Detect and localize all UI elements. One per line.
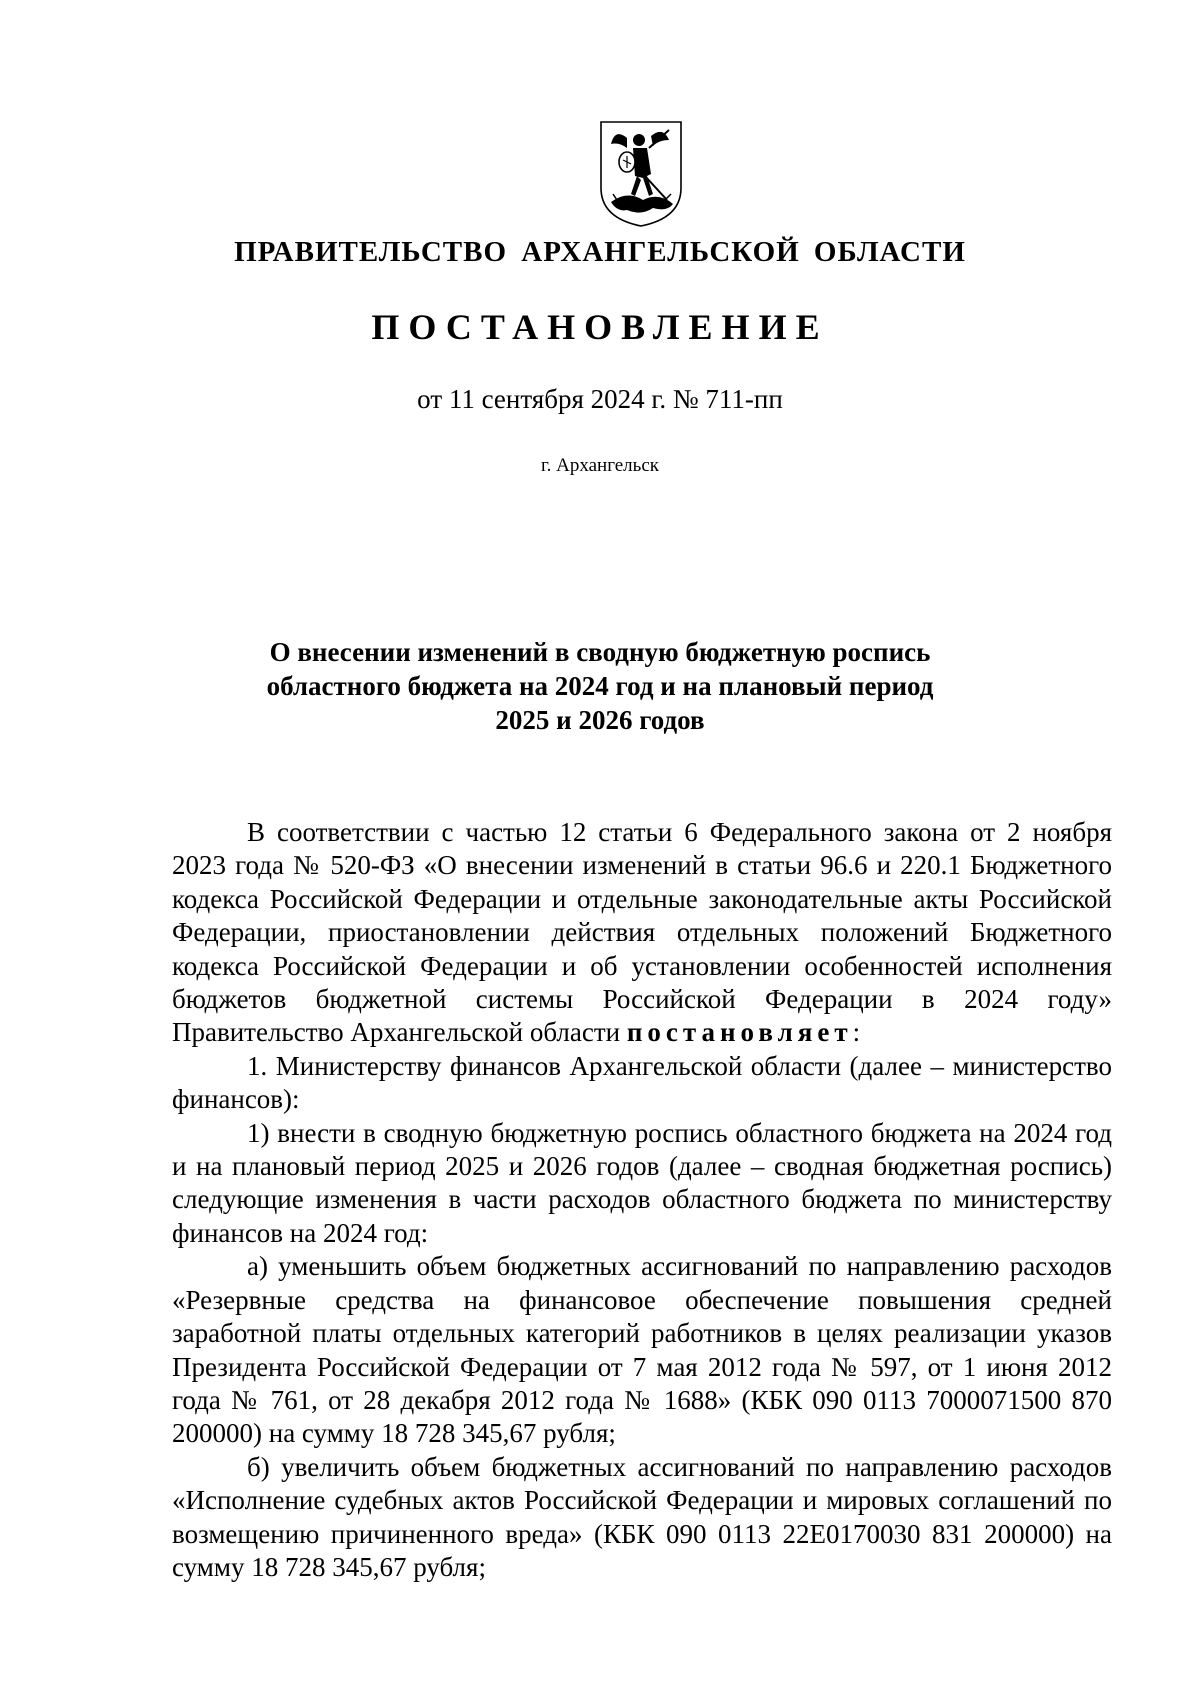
item-1-paragraph: 1. Министерству финансов Архангельской области (далее – министерство финансов): xyxy=(172,1050,1112,1115)
preamble-paragraph xyxy=(172,816,1112,1050)
document-city: г. Архангельск xyxy=(540,455,659,476)
arkhangelsk-coat-of-arms-icon xyxy=(597,118,685,228)
subject-line-3: 2025 и 2026 годов xyxy=(495,705,705,735)
item-1-1-a-paragraph: а) уменьшить объем бюджетных ассигнований по направлению расходов «Резервные средства на финансовое обеспечение повышения средней заработной платы отдельных категорий работников в целях реализации указов Президента Российской Федерации от 7 мая 2012 года № 597, от 1 июня 2012 года № 761, от 28 декабря 2012 года № 1688» (КБК 090 0113 7000071500 870 200000) на сумму 18 728 345,67 рубля; xyxy=(172,1251,1112,1449)
document-body xyxy=(172,816,1112,1584)
preamble-end: : xyxy=(852,1017,861,1048)
government-name: ПРАВИТЕЛЬСТВО АРХАНГЕЛЬСКОЙ ОБЛАСТИ xyxy=(234,236,966,268)
document-date-number: от 11 сентября 2024 г. № 711-пп xyxy=(417,384,783,414)
subject-line-2: областного бюджета на 2024 год и на плановый период xyxy=(266,671,934,701)
decree-word: постановляет xyxy=(626,1017,853,1048)
subject-line-1: О внесении изменений в сводную бюджетную роспись xyxy=(269,637,931,667)
item-1-1-b-paragraph: б) увеличить объем бюджетных ассигнований по направлению расходов «Исполнение судебных актов Российской Федерации и мировых соглашений по возмещению причиненного вреда» (КБК 090 0113 22Е0170030 831 200000) на сумму 18 728 345,67 рубля; xyxy=(172,1451,1112,1582)
preamble-text: В соответствии с частью 12 статьи 6 Федерального закона от 2 ноября 2023 года № 520-ФЗ «О внесении изменений в статьи 96.6 и 220.1 Бюджетного кодекса Российской Федерации и отдельные законодательные акты Российской Федерации, приостановлении действия отдельных положений Бюджетного кодекса Российской Федерации и об установлении особенностей исполнения бюджетов бюджетной системы Российской Федерации в 2024 году» Правительство Архангельской области xyxy=(172,817,1112,1048)
item-1-1-paragraph: 1) внести в сводную бюджетную роспись областного бюджета на 2024 год и на плановый период 2025 и 2026 годов (далее – сводная бюджетная роспись) следующие изменения в части расходов областного бюджета по министерству финансов на 2024 год: xyxy=(172,1117,1112,1248)
document-type-title: ПОСТАНОВЛЕНИЕ xyxy=(371,307,829,347)
document-subject xyxy=(0,635,1200,737)
